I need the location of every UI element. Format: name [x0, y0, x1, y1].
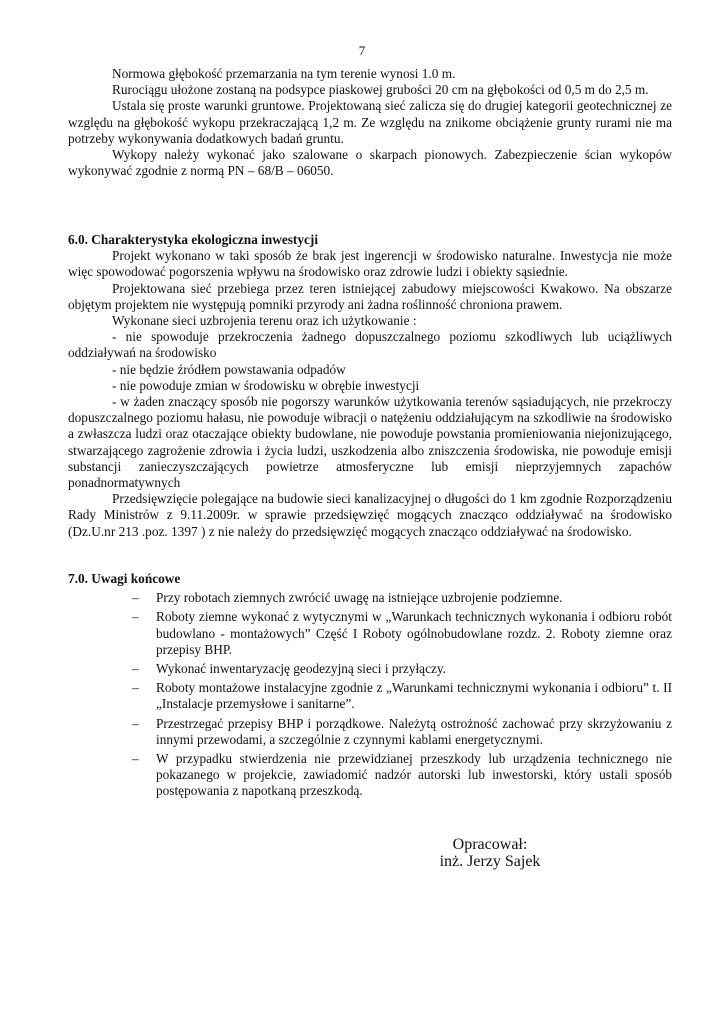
list-item-text: Wykonać inwentaryzację geodezyjną sieci i przyłączy.	[156, 661, 446, 677]
list-item: - nie będzie źródłem powstawania odpadów	[112, 361, 346, 377]
list-item-text: Przy robotach ziemnych zwrócić uwagę na istniejące uzbrojenie podziemne.	[156, 590, 563, 606]
dash-marker: –	[132, 680, 139, 696]
remarks-list	[68, 590, 672, 799]
paragraph: Wykopy należy wykonać jako szalowane o skarpach pionowych. Zabezpieczenie ścian wykopów wykonywać zgodnie z normą PN – 68/B – 06050.	[68, 147, 672, 179]
dash-marker: –	[132, 751, 139, 767]
list-item	[68, 590, 672, 606]
page-number: 7	[358, 43, 366, 58]
dash-marker: –	[132, 590, 139, 606]
list-item	[68, 716, 672, 748]
list-item-text: W przypadku stwierdzenia nie przewidzianej przeszkody lub urządzenia technicznego nie pokazanego w projekcie, zawiadomić nadzór autorski lub inwestorski, który ustali sposób postępowania z napotkaną przeszkodą.	[156, 751, 672, 799]
paragraph: Przedsięwzięcie polegające na budowie sieci kanalizacyjnej o długości do 1 km zgodnie Rozporządzeniu Rady Ministrów z 9.11.2009r. w sprawie przedsięwzięć mogących znacząco oddziaływać na środowisko (Dz.U.nr 213 .poz. 1397 ) z nie należy do przedsięwzięć mogących znacząco oddziaływać na środowisko.	[68, 491, 672, 539]
list-item	[68, 680, 672, 712]
list-item: - nie powoduje zmian w środowisku w obrębie inwestycji	[112, 377, 420, 393]
signature-label: Opracował:	[452, 836, 528, 853]
list-item	[68, 751, 672, 800]
paragraph: Projekt wykonano w taki sposób że brak jest ingerencji w środowisko naturalne. Inwestycja nie może więc spowodować pogorszenia wpływu na środowisko oraz zdrowie ludzi i obiekty sąsiednie.	[68, 248, 672, 280]
list-item-text: Roboty montażowe instalacyjne zgodnie z „Warunkami technicznymi wykonania i odbioru” t. II „Instalacje przemysłowe i sanitarne”.	[156, 680, 672, 712]
list-item-text: Roboty ziemne wykonać z wytycznymi w „Warunkach technicznych wykonania i odbioru robót budowlano - montażowych” Część I Roboty ogólnobudowlane rozdz. 2. Roboty ziemne oraz przepisy BHP.	[156, 609, 672, 657]
section-heading: 7.0. Uwagi końcowe	[68, 571, 181, 586]
section-heading: 6.0. Charakterystyka ekologiczna inwestycji	[68, 232, 319, 247]
paragraph: Ustala się proste warunki gruntowe. Projektowaną sieć zalicza się do drugiej kategorii geotechnicznej ze względu na głębokość wykopu przekraczającą 1,2 m. Ze względu na znikome obciążenie grunty rurami nie ma potrzeby wykonywania dodatkowych badań gruntu.	[68, 98, 672, 146]
paragraph: Normowa głębokość przemarzania na tym terenie wynosi 1.0 m.	[112, 66, 456, 81]
signature-name: inż. Jerzy Sajek	[439, 853, 541, 870]
list-item: - w żaden znaczący sposób nie pogorszy warunków użytkowania terenów sąsiadujących, nie przekroczy dopuszczalnego poziomu hałasu, nie powoduje wibracji o natężeniu oddziałującym na szkodliwie na środowisko a zwłaszcza ludzi oraz otaczające obiekty budowlane, nie powoduje powstania promieniowania niejonizującego, stwarzającego zagrożenie zdrowia i życia ludzi, uszkodzenia albo zniszczenia środowiska, nie powoduje emisji substancji zanieczyszczających powietrze atmosferyczne lub emisji nieprzyjemnych zapachów ponadnormatywnych	[68, 394, 672, 491]
paragraph: Projektowana sieć przebiega przez teren istniejącej zabudowy miejscowości Kwakowo. Na obszarze objętym projektem nie występują pomniki przyrody ani żadna roślinność chroniona prawem.	[68, 280, 672, 312]
section-6	[68, 232, 672, 540]
intro-block	[68, 66, 672, 179]
list-item-text: Przestrzegać przepisy BHP i porządkowe. Należytą ostrożność zachować przy skrzyżowaniu z innymi przewodami, a szczególnie z czynnymi kablami energetycznymi.	[156, 715, 672, 747]
dash-marker: –	[132, 715, 139, 731]
section-7	[68, 571, 672, 803]
list-item	[68, 661, 672, 677]
dash-marker: –	[132, 661, 139, 677]
paragraph: Rurociągu ułożone zostaną na podsypce piaskowej grubości 20 cm na głębokości od 0,5 m do 2,5 m.	[112, 82, 649, 98]
paragraph: Wykonane sieci uzbrojenia terenu oraz ich użytkowanie :	[112, 313, 417, 329]
list-item	[68, 609, 672, 658]
dash-marker: –	[132, 609, 139, 625]
list-item: - nie spowoduje przekroczenia żadnego dopuszczalnego poziomu szkodliwych lub uciążliwych oddziaływań na środowisko	[68, 329, 672, 361]
